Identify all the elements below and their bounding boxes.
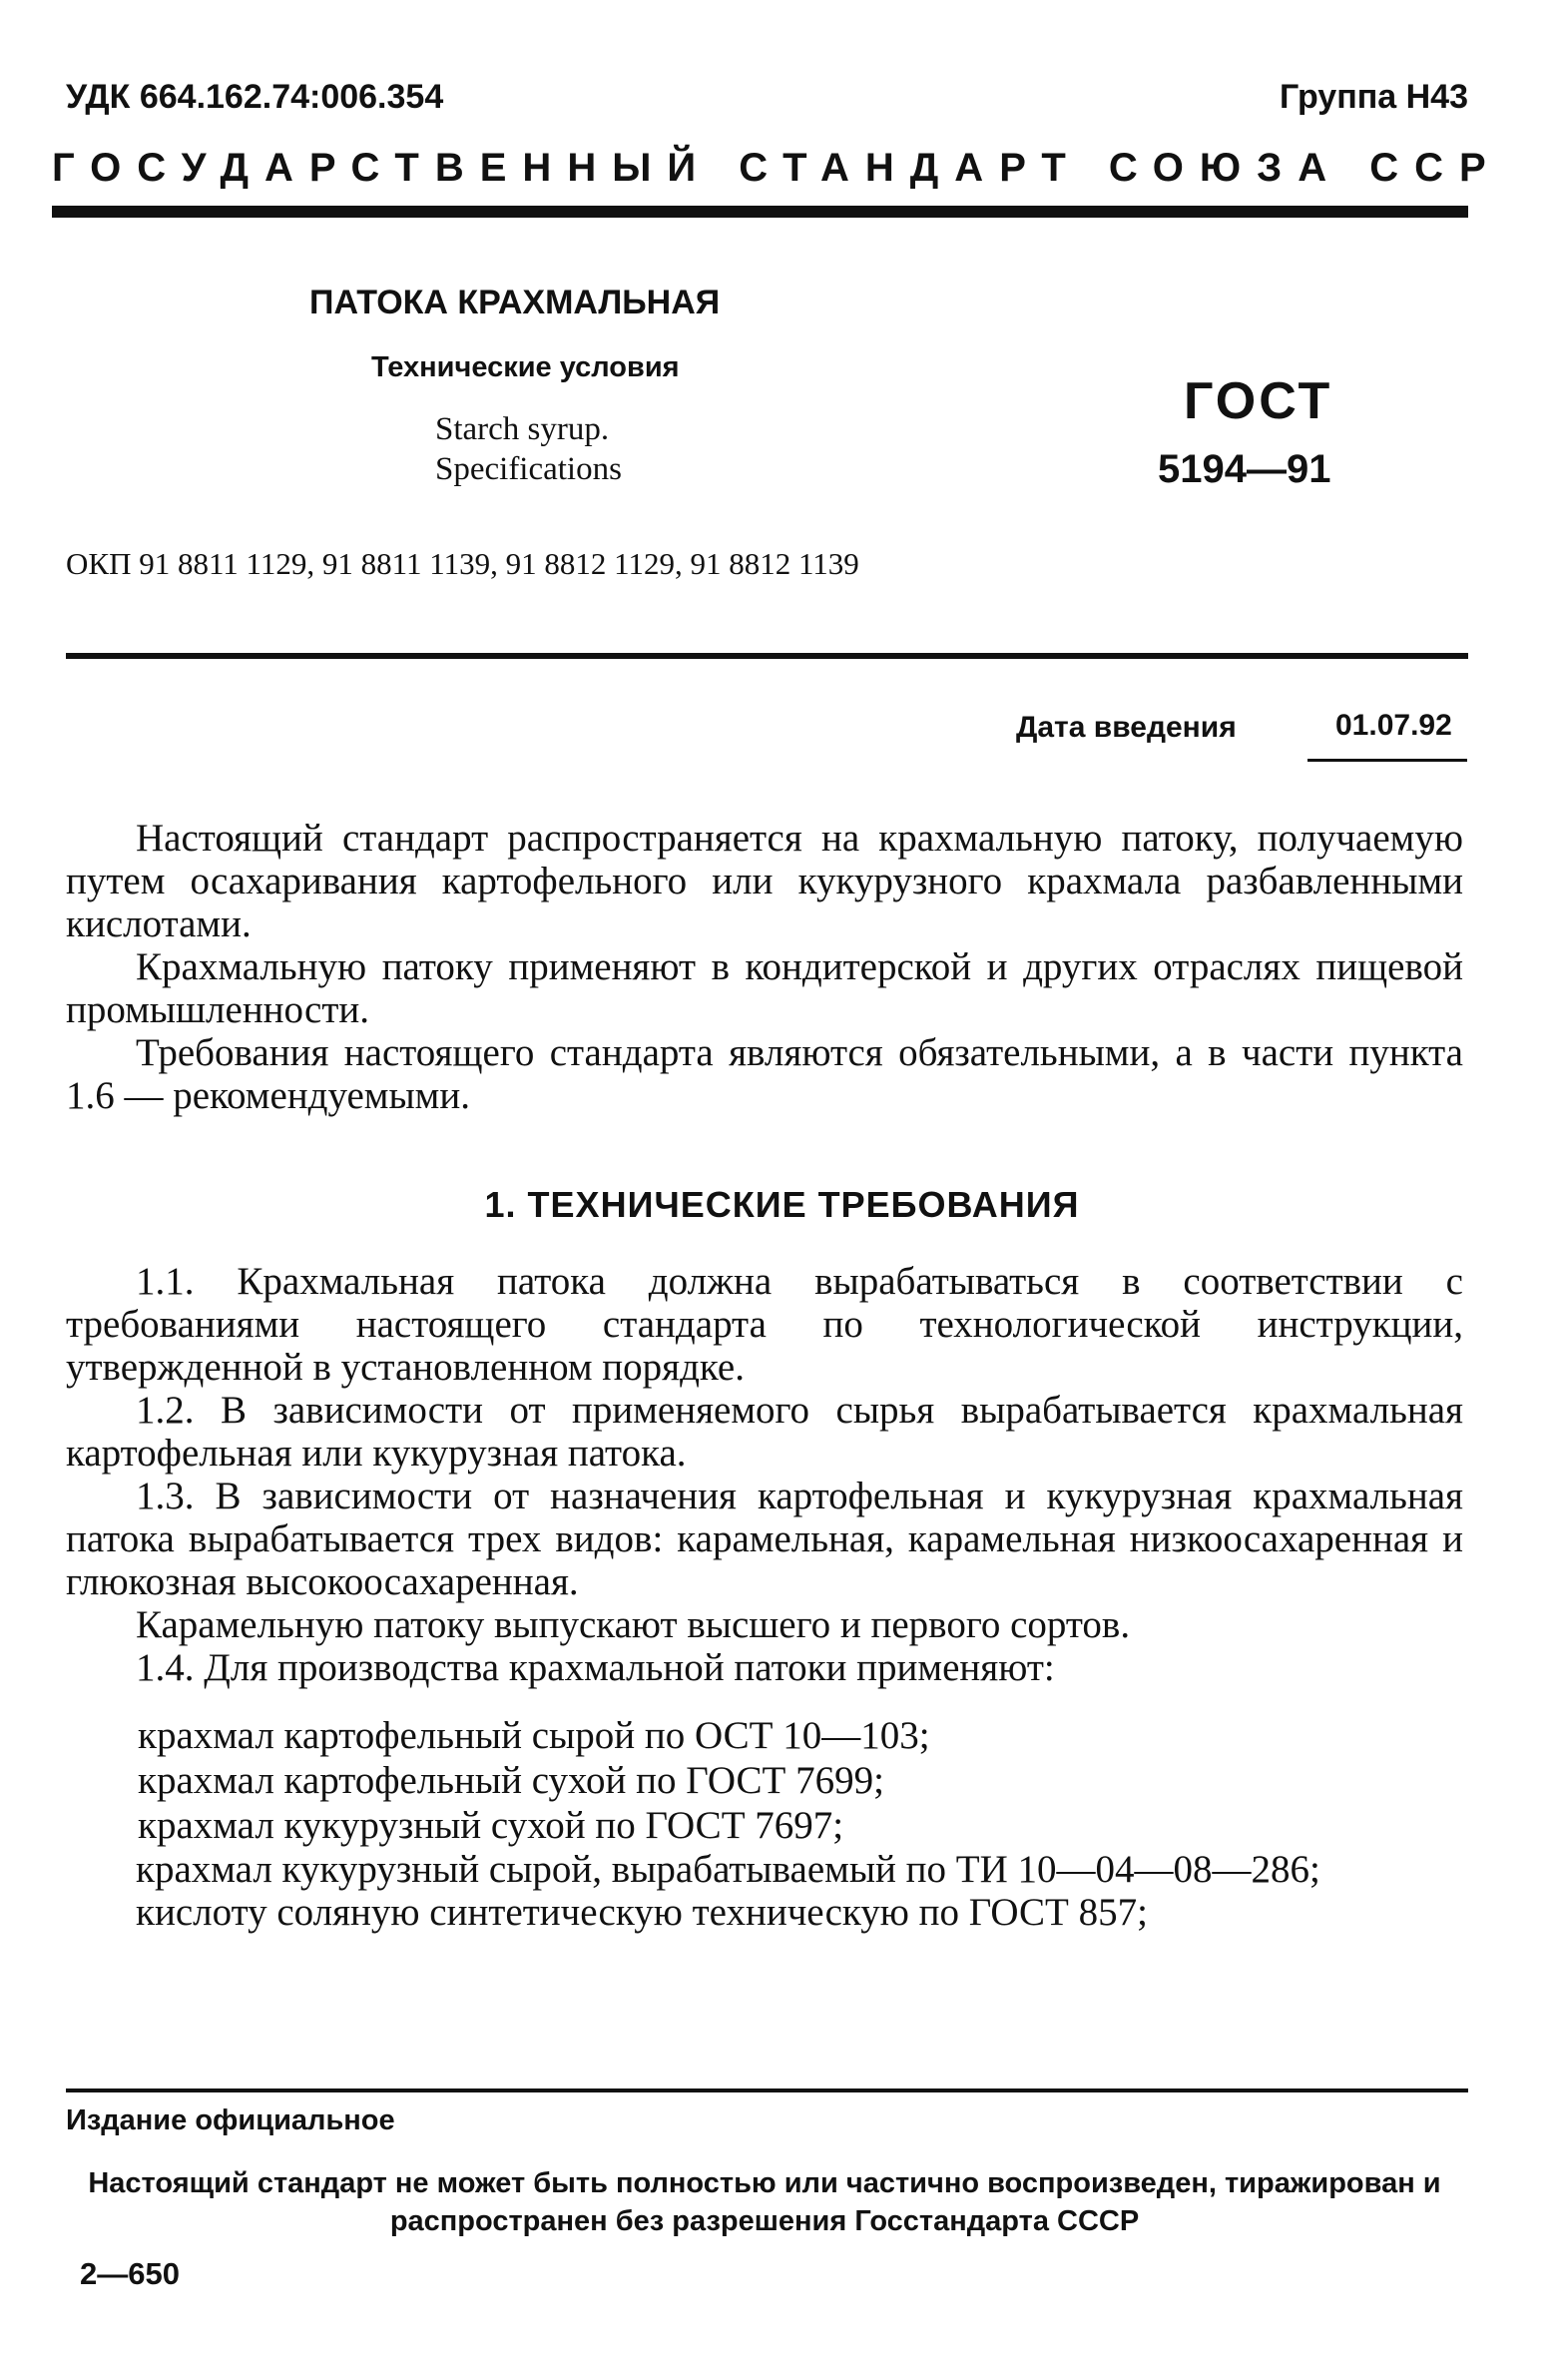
okp-codes: ОКП 91 8811 1129, 91 8811 1139, 91 8812 1129, 91 8812 1139 [66, 546, 859, 581]
materials-list [138, 1713, 930, 1848]
footer-rule [66, 2088, 1468, 2092]
clause-1-2: 1.2. В зависимости от применяемого сырья вырабатывается крахмальная картофельная или кукурузная патока. [66, 1389, 1463, 1475]
intro-paragraph: Крахмальную патоку применяют в кондитерской и других отраслях пищевой промышленности. [66, 945, 1463, 1031]
material-item: крахмал кукурузный сухой по ГОСТ 7697; [138, 1804, 844, 1847]
material-item: крахмал кукурузный сырой, вырабатываемый по ТИ 10—04—08—286; [136, 1848, 1320, 1891]
material-item: кислоту соляную синтетическую техническую по ГОСТ 857; [136, 1891, 1148, 1934]
english-title [435, 409, 622, 489]
intro-paragraph: Требования настоящего стандарта являются обязательными, а в части пункта 1.6 — рекомендуемыми. [66, 1031, 1463, 1117]
section-items [66, 1260, 1463, 1689]
edition-note: Издание официальное [66, 2104, 395, 2136]
date-label: Дата введения [1016, 711, 1237, 744]
document-title: ПАТОКА КРАХМАЛЬНАЯ [309, 284, 721, 321]
okp-rule [66, 653, 1468, 659]
udk-code: УДК 664.162.74:006.354 [66, 78, 444, 116]
document-subtitle: Технические условия [371, 351, 680, 383]
material-wrapped-block [66, 1848, 1463, 1934]
clause-1-4: 1.4. Для производства крахмальной патоки применяют: [136, 1646, 1055, 1689]
material-item: крахмал картофельный сухой по ГОСТ 7699; [138, 1759, 884, 1802]
english-title-line-1: Starch syrup. [435, 411, 610, 447]
top-thick-rule [52, 206, 1468, 218]
page-code: 2—650 [80, 2256, 180, 2291]
intro-text [66, 817, 1463, 1117]
clause-1-3-grades: Карамельную патоку выпускают высшего и первого сортов. [136, 1603, 1131, 1646]
section-heading: 1. ТЕХНИЧЕСКИЕ ТРЕБОВАНИЯ [484, 1184, 1080, 1225]
gost-number: 5194—91 [1158, 447, 1331, 491]
clause-1-3: 1.3. В зависимости от назначения картофельная и кукурузная крахмальная патока вырабатывается трех видов: карамельная, карамельная низкоосахаренная и глюкозная высокоосахаренная. [66, 1475, 1463, 1603]
date-underline [1307, 759, 1467, 762]
intro-paragraph: Настоящий стандарт распространяется на крахмальную патоку, получаемую путем осахаривания картофельного или кукурузного крахмала разбавленными кислотами. [66, 817, 1463, 945]
clause-1-1: 1.1. Крахмальная патока должна вырабатываться в соответствии с требованиями настоящего стандарта по технологической инструкции, утвержденной в установленном порядке. [66, 1260, 1463, 1389]
group-code: Группа Н43 [1279, 78, 1468, 116]
date-value: 01.07.92 [1335, 709, 1452, 742]
english-title-line-2: Specifications [435, 451, 622, 487]
copyright-notice: Настоящий стандарт не может быть полностью или частично воспроизведен, тиражирован и распространен без разрешения Госстандарта СССР [88, 2167, 1441, 2237]
gost-label: ГОСТ [1184, 372, 1333, 430]
state-standard-heading: ГОСУДАРСТВЕННЫЙ СТАНДАРТ СОЮЗА ССР [52, 146, 1502, 190]
material-item: крахмал картофельный сырой по ОСТ 10—103; [138, 1714, 930, 1757]
